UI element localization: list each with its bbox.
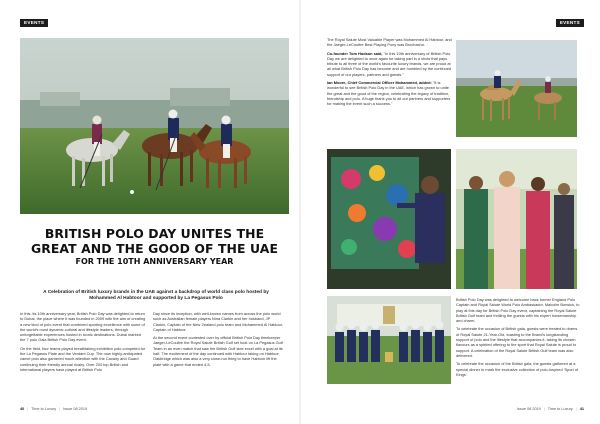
- quote-lead: Co-founder Tom Hudson said,: [327, 50, 383, 56]
- article-headline: BRITISH POLO DAY UNITES THE GREAT AND THE GOOD OF THE UAE: [30, 226, 279, 256]
- issue-label: Issue 08 2019: [63, 407, 88, 411]
- section-tag-right: EVENTS: [556, 19, 584, 27]
- article-standfirst: A Celebration of British luxury brands in the UAE against a backdrop of world class polo hosted by Mohammed Al Habtoor and supported by La Pegasus Polo: [43, 290, 269, 302]
- team-group-photo: [327, 296, 451, 384]
- page-number: 40: [20, 407, 25, 411]
- quote-column: [327, 37, 453, 110]
- caption-column: [456, 297, 581, 380]
- article-subheadline: FOR THE 10TH ANNIVERSARY YEAR: [75, 257, 234, 266]
- issue-label: Issue 08 2019: [516, 407, 541, 411]
- paragraph: The Royal Salute Most Valuable Player was Mohammed Al Habtoor, and the Jaeger-LeCoultre Best Playing Pony was Brochacho.: [327, 37, 452, 48]
- left-folio: 40 | Time to Luxury | Issue 08 2019: [20, 407, 88, 411]
- paragraph: Day since its inception, with well-known names from across the polo world such as Australian female players Nina Clarkin and her husband, JP Clarkin, Captain of the New Zealand polo team and Mohammed Al Habtoor, Captain of Habtoor.: [153, 311, 283, 332]
- team-group-illustration: [327, 296, 451, 384]
- left-column-2: [153, 311, 283, 370]
- paragraph: In this, its 10th anniversary year, British Polo Day was delighted to return to Dubai, the place where it was founded in 2009 with the aim of creating a new kind of polo event that combined sporting excellence with some of the world's most dynamic cultural and lifestyle leaders, through unforgettable experiences hosted in iconic destinations. Dubai marked the 7 polo Gala British Polo Day event.: [20, 311, 146, 343]
- camel-polo-photo: [456, 40, 577, 137]
- spread-gutter: [299, 0, 301, 424]
- paragraph: Co-founder Tom Hudson said, "In this 10th anniversary of British Polo Day we are delighted to once again be taking part in a show that pays tribute to all three of the world's favourite luxury brands, we are proud at all what British Polo Day has become and are humbled by the continued support of our players, partners and guests.": [327, 50, 452, 77]
- paragraph: To celebrate the occasion of the British gala, the guests gathered at a special dinner to mark the exclusive collection of polo-inspired 'Sport of Kings'.: [456, 361, 579, 377]
- guests-illustration: [456, 149, 577, 289]
- magazine-name: Time to Luxury: [31, 407, 57, 411]
- magazine-name: Time to Luxury: [547, 407, 573, 411]
- paragraph: At the second event contested over by official British Polo Day timekeeper Jaeger-LeCoultre the Royal Salute British Gulf set took on La Pegasus Gulf Team in an even match that saw the British Gulf side excel with a goal at its half. The excitement of the day continued with Habtoor taking on Habtoor Oakbridge which was also a very close-run thing to have Habtoor lift the plate with a game that ended 4-5.: [153, 335, 283, 367]
- guests-photo: [456, 149, 577, 289]
- page-number: 41: [579, 407, 584, 411]
- paragraph: On the field, four teams played breathtaking exhibition polo competed for the La Pegasus Plate and the Verdant Cup. The now highly-anticipated camel polo also garnered much attention with the Cavalry and Guard continuing their friendly annual rivalry. Over 200 top British and international players have played at British Polo: [20, 345, 146, 372]
- art-painting-illustration: [327, 149, 451, 289]
- art-painting-photo: [327, 149, 451, 289]
- paragraph: British Polo Day was delighted to welcome back former England Polo Captain and Royal Salute World Polo Ambassador, Malcolm Borwick, to play at this day for British Polo Day event, captaining the Royal Salute British Gulf team and thrilling the guests with his expert horsemanship and charm.: [456, 297, 580, 324]
- paragraph: To celebrate the occasion of British gala, guests were treated to drams of Royal Salute 21-Year-Old, toasting to the Brand's longstanding support of polo and the lifestyle that accompanies it, taking its chosen flavours as a spirited offering to the sport that Royal Salute is proud to support. A celebration of the Royal Salute British Gulf team was also delivered.: [456, 326, 578, 358]
- section-tag-left: EVENTS: [20, 19, 48, 27]
- right-folio: Issue 08 2019 | Time to Luxury | 41: [516, 407, 584, 411]
- quote-lead: Ian Moore, Chief Commercial Officer Mohammed, added:: [327, 80, 432, 86]
- article-headline-block: [20, 227, 289, 267]
- camel-polo-illustration: [456, 40, 577, 137]
- polo-match-photo: [20, 38, 289, 214]
- polo-match-illustration: [20, 38, 289, 214]
- paragraph: Ian Moore, Chief Commercial Officer Mohammed, added: "It is wonderful to see British Polo Day in the UAE, which has grown to unite the great and the good of the region, celebrating the legacy of tradition, friendship and polo. A huge thank you to all our partners and supporters for making the event such a success.": [327, 80, 451, 107]
- left-column-1: [20, 311, 146, 375]
